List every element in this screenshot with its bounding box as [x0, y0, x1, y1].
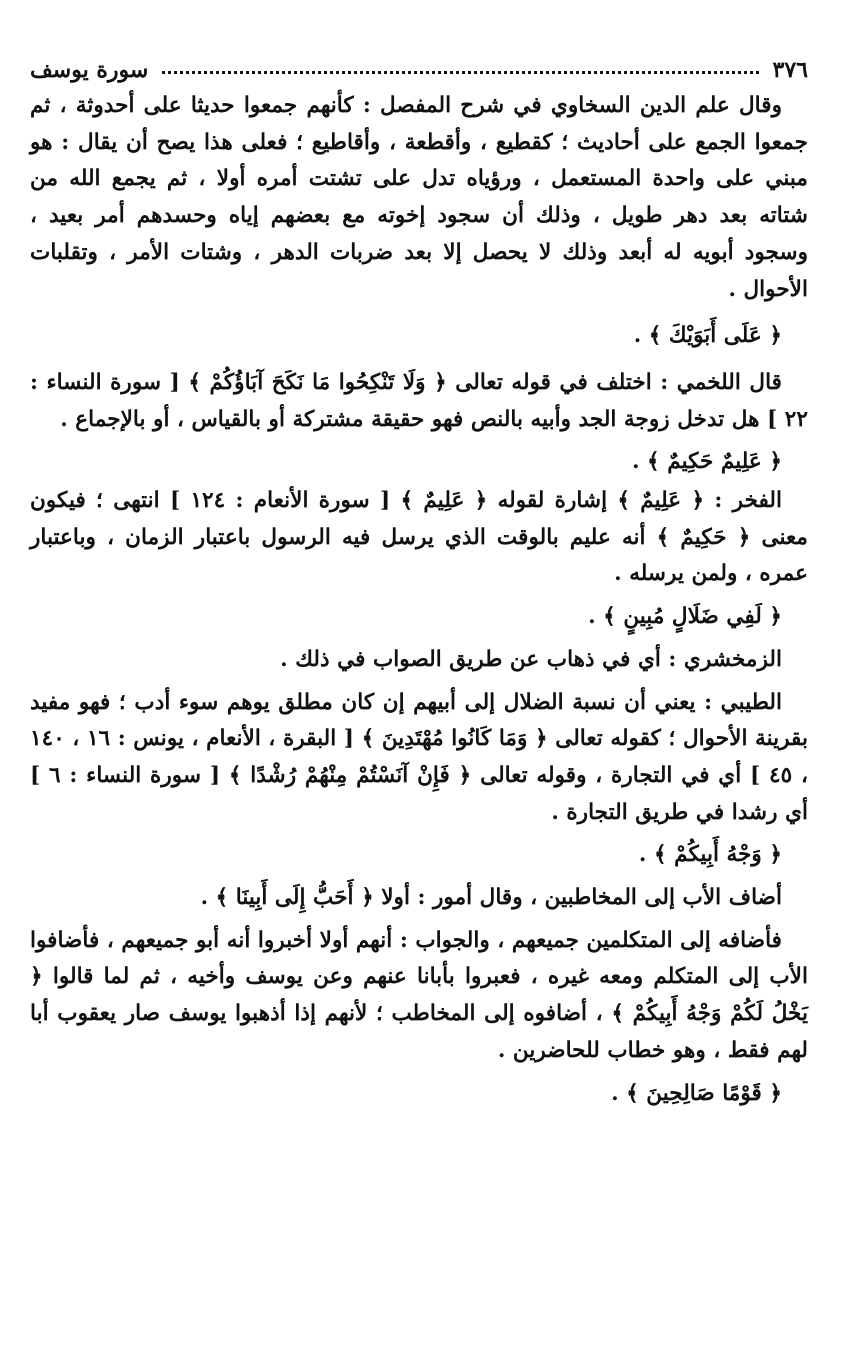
paragraph-zamakhshari: الزمخشري : أي في ذهاب عن طريق الصواب في ذلك . [280, 646, 782, 672]
paragraph-lakhmi: قال اللخمي : اختلف في قوله تعالى ﴿ وَلَا تَنْكِحُوا مَا نَكَحَ آبَاؤُكُمْ ﴾ [ سورة النساء : ٢٢ ] هل تدخل زوجة الجد وأبيه بالنص فهو حقيقة مشتركة أو بالقياس ، أو بالإجماع . [30, 369, 808, 432]
header-dotted-leader [162, 71, 758, 74]
paragraph-fakhr: الفخر : ﴿ عَلِيمٌ ﴾ إشارة لقوله ﴿ عَلِيمٌ ﴾ [ سورة الأنعام : ١٢٤ ] انتهى ؛ فيكون معنى ﴿ حَكِيمٌ ﴾ أنه عليم بالوقت الذي يرسل فيه الرسول باعتبار الزمان ، وباعتبار عمره ، ولمن يرسله . [30, 488, 808, 587]
paragraph-adafahu: فأضافه إلى المتكلمين جميعهم ، والجواب : أنهم أولا أخبروا أنه أبو جميعهم ، فأضافوا الأب إلى المتكلم ومعه غيره ، فعبروا بأبانا عنهم وعن يوسف وأخيه ، ثم لما قالوا ﴿ يَخْلُ لَكُمْ وَجْهُ أَبِيكُمْ ﴾ ، أضافوه إلى المخاطب ؛ لأنهم إذا أذهبوا يوسف صار يعقوب أبا لهم فقط ، وهو خطاب للحاضرين . [30, 927, 808, 1063]
verse-heading-wajh-abikum: ﴿ وَجْهُ أَبِيكُمْ ﴾ . [638, 842, 782, 868]
paragraph-tibi: الطيبي : يعني أن نسبة الضلال إلى أبيهم إن كان مطلق يوهم سوء أدب ؛ فهو مفيد بقرينة الأحوال ؛ كقوله تعالى ﴿ وَمَا كَانُوا مُهْتَدِينَ ﴾ [ البقرة ، الأنعام ، يونس : ١٦ ، ١٤٠ ، ٤٥ ] أي في التجارة ، وقوله تعالى ﴿ فَإِنْ آنَسْتُمْ مِنْهُمْ رُشْدًا ﴾ [ سورة النساء : ٦ ] أي رشدا في طريق التجارة . [30, 689, 808, 825]
sura-title: سورة يوسف [30, 57, 149, 83]
verse-heading-qawman-salihin: ﴿ قَوْمًا صَالِحِينَ ﴾ . [611, 1080, 782, 1106]
page-number: ٣٧٦ [772, 57, 808, 83]
verse-heading-dalal-mubin: ﴿ لَفِي ضَلَالٍ مُبِينٍ ﴾ . [588, 604, 782, 630]
verse-heading-alim-hakim: ﴿ عَلِيمٌ حَكِيمٌ ﴾ . [632, 449, 782, 475]
paragraph-sakhawi: وقال علم الدين السخاوي في شرح المفصل : كأنهم جمعوا حديثا على أحدوثة ، ثم جمعوا الجمع على أحاديث ؛ كقطيع ، وأقطعة ، وأقاطيع ؛ فعلى هذا يصح أن يقال : هو مبني على واحدة المستعمل ، ورؤياه تدل على تشتت أمره أولا ، ثم يجمع الله من شتاته بعد دهر طويل ، وذلك أن سجود إخوته مع بعضهم إياه وحسدهم أمر بعيد ، وسجود أبويه له أبعد وذلك لا يحصل إلا بعد ضربات الدهر ، وشتات الأمر ، وتقلبات الأحوال . [30, 93, 808, 302]
page [30, 52, 808, 1112]
verse-heading-abawayk: ﴿ عَلَى أَبَوَيْكَ ﴾ . [633, 323, 782, 349]
paragraph-adafa: أضاف الأب إلى المخاطبين ، وقال أمور : أولا ﴿ أَحَبُّ إِلَى أَبِينَا ﴾ . [200, 885, 782, 911]
page-body [30, 88, 808, 1112]
page-header [30, 52, 808, 88]
